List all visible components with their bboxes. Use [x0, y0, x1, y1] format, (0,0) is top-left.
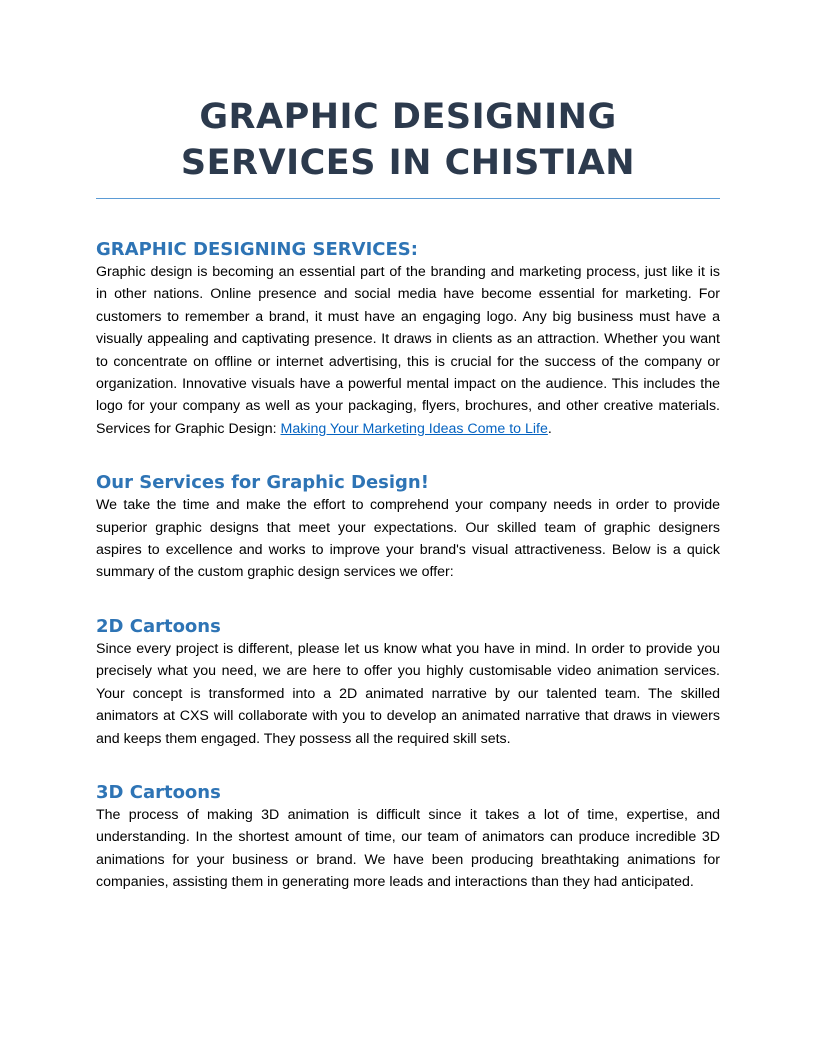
link-period: .	[547, 420, 552, 437]
section-2d-cartoons	[96, 616, 720, 750]
section-body	[96, 261, 720, 440]
section-body: Since every project is different, please let us know what you have in mind. In order to provide you precisely what you need, we are here to offer you highly customisable video animation services. Your concept is transformed into a 2D animated narrative by our talented team. The skilled animators at CXS will collaborate with you to develop an animated narrative that draws in viewers and keeps them engaged. They possess all the required skill sets.	[96, 640, 720, 747]
section-our-services	[96, 472, 720, 584]
section-heading: GRAPHIC DESIGNING SERVICES:	[96, 239, 418, 260]
document-page	[96, 94, 720, 894]
section-body: The process of making 3D animation is difficult since it takes a lot of time, expertise, and understanding. In the shortest amount of time, our team of animators can produce incredible 3D animations for your business or brand. We have been producing breathtaking animations for companies, assisting them in generating more leads and interactions than they had anticipated.	[96, 806, 720, 891]
section-graphic-designing-services	[96, 239, 720, 440]
title-divider	[96, 198, 720, 199]
section-3d-cartoons	[96, 782, 720, 894]
section-body: We take the time and make the effort to comprehend your company needs in order to provide superior graphic designs that meet your expectations. Our skilled team of graphic designers aspires to excellence and works to improve your brand's visual attractiveness. Below is a quick summary of the custom graphic design services we offer:	[96, 497, 720, 581]
section-heading: 2D Cartoons	[96, 615, 221, 637]
section-body-text: Graphic design is becoming an essential part of the branding and marketing process, just like it is in other nations. Online presence and social media have become essential for marketing. For customers to remember a brand, it must have an engaging logo. Any big business must have a visually appealing and captivating presence. It draws in clients as an attraction. Whether you want to concentrate on offline or internet advertising, this is crucial for the success of the company or organization. Innovative visuals have a powerful mental impact on the audience. This includes the logo for your company as well as your packaging, flyers, brochures, and other creative materials. Services for Graphic Design:	[96, 264, 720, 437]
page-title: GRAPHIC DESIGNING SERVICES IN CHISTIAN	[180, 97, 636, 183]
section-heading: Our Services for Graphic Design!	[96, 472, 429, 494]
marketing-ideas-link[interactable]: Making Your Marketing Ideas Come to Life	[280, 420, 548, 437]
section-heading: 3D Cartoons	[96, 781, 221, 803]
